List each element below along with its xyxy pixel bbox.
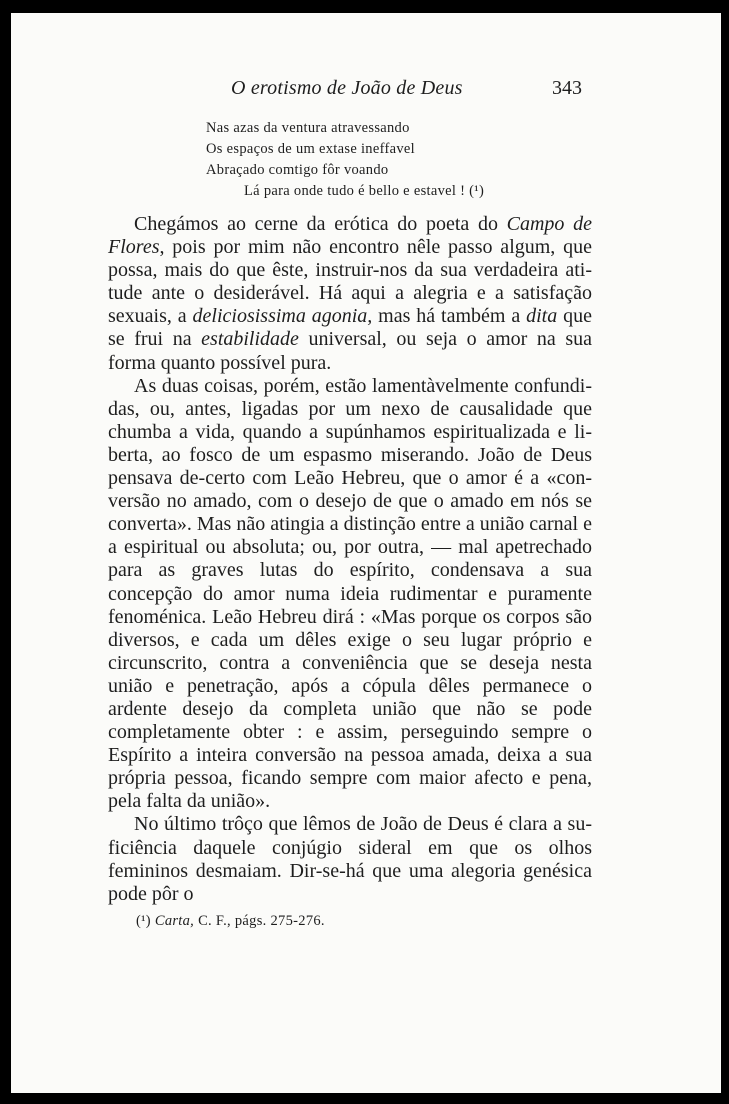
book-page	[11, 13, 721, 1093]
text-run: Chegámos ao cerne da erótica do poeta do	[134, 213, 507, 235]
page-number: 343	[552, 77, 582, 99]
page-header	[11, 77, 721, 105]
footnote-source: Carta,	[154, 913, 195, 929]
verse-line: Nas azas da ventura atravessando	[206, 120, 410, 136]
italic-run: estabilidade	[201, 328, 299, 351]
verse-line: Lá para onde tudo é bello e estavel ! (¹)	[244, 183, 485, 199]
text-run: universal, ou seja o amor na sua forma quanto possível pura.	[108, 328, 592, 374]
text-run: , pois por mim não encontro nêle passo algum, que possa, mais do que êste, instruir-nos da sua verdadeira atitude ante o desiderável. Há aqui a alegria e a satisfação sexuais, a	[108, 236, 592, 328]
italic-run: dita	[526, 305, 558, 328]
paragraph	[108, 213, 592, 375]
verse-line: Abraçado comtigo fôr voando	[206, 162, 389, 178]
text-run: mas há também a	[372, 305, 527, 328]
italic-run: Campo de Flores	[108, 213, 592, 259]
verse-line: Os espaços de um extase ineffavel	[206, 141, 415, 157]
running-title: O erotismo de João de Deus	[231, 77, 463, 99]
verse-quotation	[206, 118, 484, 202]
body-text	[108, 213, 592, 906]
footnote-marker: (¹)	[136, 913, 151, 929]
footnote	[136, 913, 556, 930]
italic-run: deliciosissima agonia,	[192, 305, 373, 328]
footnote-reference: C. F., págs. 275-276.	[198, 913, 325, 929]
paragraph: No último trôço que lêmos de João de Deus é clara a suficiência daquele conjúgio sideral em que os olhos femininos desmaiam. Dir-se-há que uma alegoria genésica pode pôr o	[108, 813, 592, 905]
paragraph: As duas coisas, porém, estão lamentàvelmente confundidas, ou, antes, ligadas por um nexo de causalidade que chumba a vida, quando a supúnhamos espiritualizada e liberta, ao fosco de um espasmo miserando. João de Deus pensava de-certo com Leão Hebreu, que o amor é a «conversão no amado, com o desejo de que o amado em nós se converta». Mas não atingia a distinção entre a união carnal e a espiritual ou absoluta; ou, por outra, — mal apetrechado para as graves lutas do espírito, condensava a sua concepção do amor numa ideia rudimentar e puramente fenoménica. Leão Hebreu dirá : «Mas porque os corpos são diversos, e cada um dêles exige o seu lugar próprio e circunscrito, contra a conveniência que se deseja nesta união e penetração, após a cópula dêles permanece o ardente desejo da completa união que não se pode completamente obter : e assim, perseguindo sempre o Espírito a inteira conversão na pessoa amada, deixa a sua própria pessoa, ficando sempre com maior afecto e pena, pela falta da união».	[108, 374, 592, 813]
text-run: que se frui na	[108, 305, 592, 351]
